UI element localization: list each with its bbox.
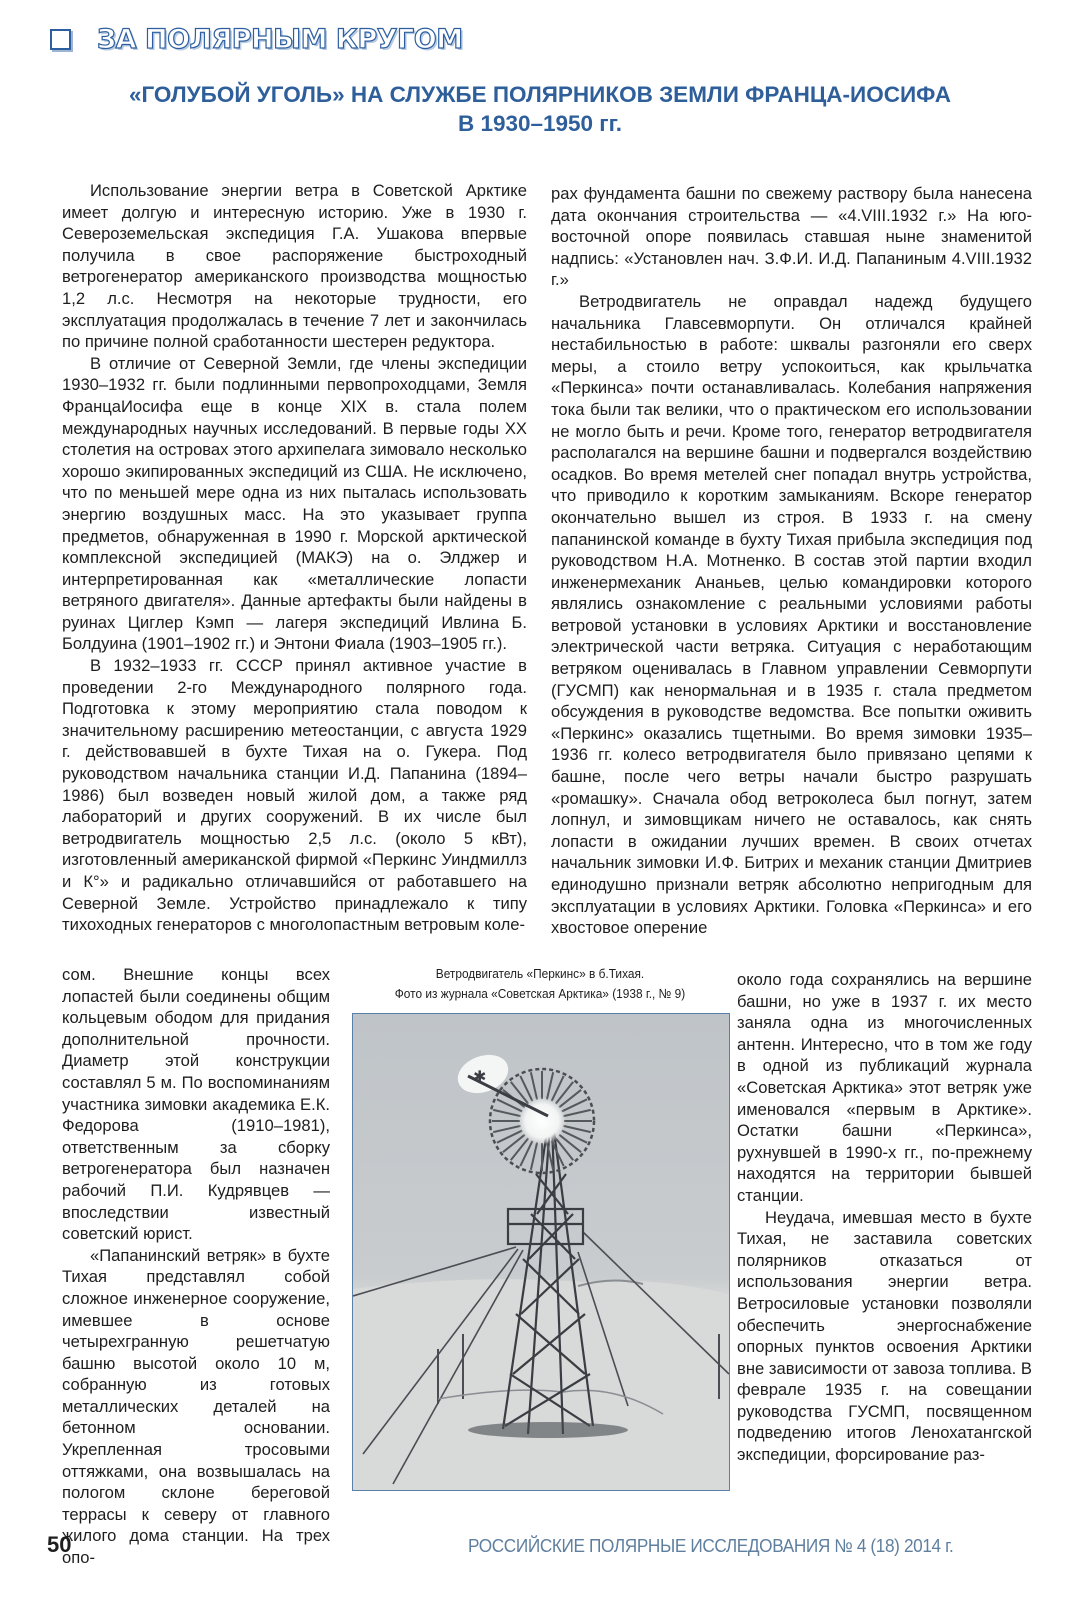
left-narrow-column (62, 964, 330, 1569)
right-column (551, 183, 1032, 939)
paragraph: В отличие от Северной Земли, где члены экспедиции 1930–1932 гг. были подлинными первопроходцами, Земля ФранцаИосифа еще в конце XIX в. стала полем международных научных исследований. В первые годы XX столетия на островах этого архипелага зимовало несколько хорошо экипированных экспедиций из США. Не исключено, что по меньшей мере одна из них пыталась использовать энергию воздушных масс. На это указывает группа предметов, обнаруженная в 1990 г. Морской арктической комплексной экспедицией (МАКЭ) на о. Элджер и интерпретированная как «металлические лопасти ветряного двигателя». Данные артефакты были найдены в руинах Циглер Кэмп — лагеря экспедиций Ивлина Б. Болдуина (1901–1902 гг.) и Энтони Фиала (1903–1905 гг.). (62, 353, 527, 654)
left-column (62, 180, 527, 936)
section-title: ЗА ПОЛЯРНЫМ КРУГОМ (97, 24, 463, 55)
svg-text:✱: ✱ (473, 1067, 487, 1086)
figure-caption (360, 964, 720, 1003)
paragraph: около года сохранялись на вершине башни, но уже в 1937 г. их место заняла одна из многочисленных антенн. Интересно, что в том же году в одной из публикаций журнала «Советская Арктика» этот ветряк уже именовался «первым в Арктике». Остатки башни «Перкинса», рухнувшей в 1990-х гг., по-прежнему находятся на территории бывшей станции. (737, 970, 1032, 1205)
paragraph: рах фундамента башни по свежему раствору была нанесена дата окончания строительства — «4.VIII.1932 г.» На юго-восточной опоре появилась ставшая ныне знаменитой надпись: «Установлен нач. З.Ф.И. И.Д. Папаниным 4.VIII.1932 г.» (551, 184, 1032, 290)
windmill-photo (352, 1013, 730, 1491)
caption-line2: Фото из журнала «Советская Арктика» (1938 г., № 9) (394, 985, 686, 1001)
windmill-illustration (353, 1014, 729, 1490)
journal-footer: РОССИЙСКИЕ ПОЛЯРНЫЕ ИССЛЕДОВАНИЯ № 4 (18) 2014 г. (468, 1535, 954, 1556)
paragraph: Неудача, имевшая место в бухте Тихая, не заставила советских полярников отказаться от использования энергии ветра. Ветросиловые установки позволяли обеспечить энергоснабжение опорных пунктов освоения Арктики вне зависимости от завоза топлива. В феврале 1935 г. на совещании руководства ГУСМП, посвященном подведению итогов Ленохатангской экспедиции, форсирование раз- (737, 1207, 1032, 1465)
article-title-line1: «ГОЛУБОЙ УГОЛЬ» НА СЛУЖБЕ ПОЛЯРНИКОВ ЗЕМЛИ ФРАНЦА-ИОСИФА (128, 82, 952, 107)
article-title (60, 80, 1020, 138)
paragraph: «Папанинский ветряк» в бухте Тихая представлял собой сложное инженерное сооружение, имевшее в основе четырехгранную решетчатую башню высотой около 10 м, собранную из готовых металлических деталей на бетонном основании. Укрепленная тросовыми оттяжками, она возвышалась на пологом склоне береговой террасы к северу от главного жилого дома станции. На трех опо- (62, 1245, 330, 1568)
paragraph: Ветродвигатель не оправдал надежд будущего начальника Главсевморпути. Он отличался крайней нестабильностью в работе: шквалы разгоняли его сверх меры, а стоило ветру успокоиться, как крыльчатка «Перкинса» почти останавливалась. Колебания напряжения тока были так велики, что о практическом его использовании не могло быть и речи. Кроме того, генератор ветродвигателя располагался на вершине башни и подвергался воздействию осадков. Во время метелей снег попадал внутрь устройства, что приводило к коротким замыканиям. Вскоре генератор окончательно вышел из строя. В 1933 г. на смену папанинской команде в бухту Тихая прибыла экспедиция под руководством Н.А. Мотненко. В состав этой партии входил инженермеханик Ананьев, целью командировки которого являлись ознакомление с реальными условиями работы ветровой установки в условиях Арктики и восстановление электрической части ветряка. Ситуация с неработающим ветряком оценивалась в Главном управлении Севморпути (ГУСМП) как ненормальная и в 1935 г. стала предметом обсуждения в руководстве ведомства. Все попытки оживить «Перкинс» оказались тщетными. Во время зимовки 1935–1936 гг. колесо ветродвигателя было привязано цепями к башне, после чего ветры начали быстро разрушать «ромашку». Сначала обод ветроколеса был погнут, затем лопнул, и зимовщикам ничего не оставалось, как снять лопасти в ожидании лучших времен. В своих отчетах начальник зимовки И.Ф. Битрих и механик станции Дмитриев единодушно признали ветряк абсолютно непригодным для эксплуатации в условиях Арктики. Головка «Перкинса» и его хвостовое оперение (551, 291, 1032, 938)
section-square-icon (50, 29, 71, 50)
snow-ground (353, 1279, 729, 1490)
article-title-line2: В 1930–1950 гг. (457, 111, 623, 136)
caption-line1: Ветродвигатель «Перкинс» в б.Тихая. (435, 966, 645, 981)
section-header (50, 24, 463, 55)
paragraph: сом. Внешние концы всех лопастей были соединены общим кольцевым ободом для придания дополнительной прочности. Диаметр этой конструкции составлял 5 м. По воспоминаниям участника зимовки академика Е.К. Федорова (1910–1981), ответственным за сборку ветрогенератора был назначен рабочий П.И. Кудрявцев — впоследствии известный советский юрист. (62, 965, 330, 1244)
paragraph: Использование энергии ветра в Советской Арктике имеет долгую и интересную историю. Уже в 1930 г. Североземельская экспедиция Г.А. Ушакова впервые получила в свое распоряжение быстроходный ветрогенератор американского производства мощностью 1,2 л.с. Несмотря на некоторые трудности, его эксплуатация продолжалась в течение 7 лет и закончилась по причине полной сработанности шестерен редуктора. (62, 181, 527, 352)
page-number: 50 (47, 1532, 72, 1557)
paragraph: В 1932–1933 гг. СССР принял активное участие в проведении 2-го Международного полярного года. Подготовка к этому мероприятию стала поводом к значительному расширению метеостанции, с августа 1929 г. действовавшей в бухте Тихая на о. Гукера. Под руководством начальника станции И.Д. Папанина (1894–1986) был возведен новый жилой дом, а также ряд лабораторий и других сооружений. В их числе был ветродвигатель мощностью 2,5 л.с. (около 5 кВт), изготовленный американской фирмой «Перкинс Уиндмиллз и К°» и радикально отличавшийся от работавшего на Северной Земле. Устройство принадлежало к типу тихоходных генераторов с многолопастным ветровым коле- (62, 656, 527, 935)
right-narrow-column (737, 969, 1032, 1466)
